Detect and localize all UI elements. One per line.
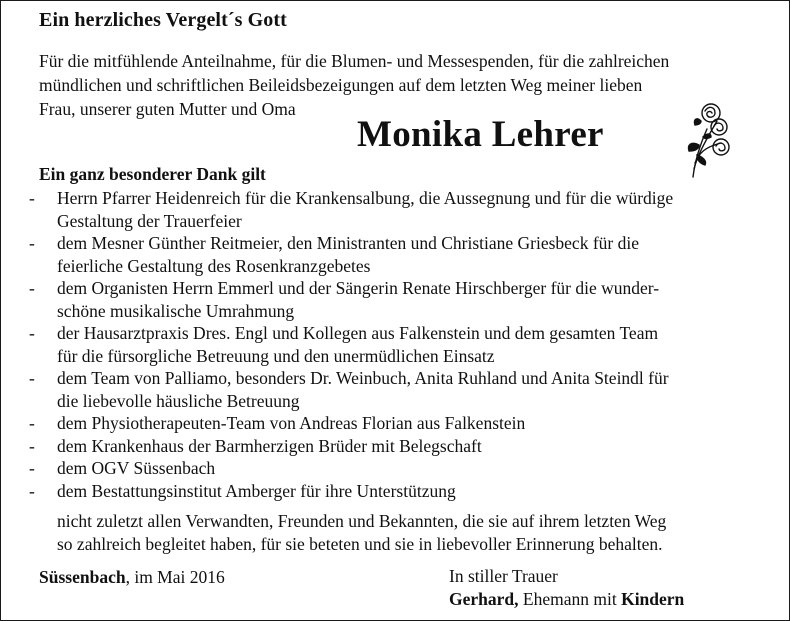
signature-line2	[449, 588, 684, 611]
list-item-line: dem Physiotherapeuten-Team von Andreas Florian aus Falkenstein	[57, 413, 526, 433]
list-item-line: dem Team von Palliamo, besonders Dr. Weinbuch, Anita Ruhland und Anita Steindl für	[57, 368, 669, 388]
place-town: Süssenbach	[39, 567, 126, 587]
thanks-list	[29, 187, 779, 502]
list-item-line: feierliche Gestaltung des Rosenkranzgebetes	[57, 255, 371, 276]
list-item	[29, 367, 779, 412]
signature	[449, 565, 684, 610]
signature-relation: Ehemann mit	[518, 588, 622, 609]
list-item	[29, 480, 779, 503]
intro-text	[39, 49, 779, 121]
dash-bullet: -	[29, 233, 35, 253]
list-item-line: dem Organisten Herrn Emmerl und der Sängerin Renate Hirschberger für die wunder-	[57, 278, 660, 298]
dash-bullet: -	[29, 278, 35, 298]
list-item	[29, 322, 779, 367]
closing-line: so zahlreich begleitet haben, für sie beteten und sie in liebevoller Erinnerung behalten.	[57, 533, 663, 554]
list-item	[29, 232, 779, 277]
list-item-line: für die fürsorgliche Betreuung und den unermüdlichen Einsatz	[57, 345, 495, 366]
signature-name: Gerhard,	[449, 588, 519, 609]
list-item-line: Herrn Pfarrer Heidenreich für die Krankensalbung, die Aussegnung und für die würdige	[57, 188, 674, 208]
list-item-line: dem Bestattungsinstitut Amberger für ihre Unterstützung	[57, 480, 456, 501]
list-item-line: der Hausarztpraxis Dres. Engl und Kollegen aus Falkenstein und dem gesamten Team	[57, 323, 659, 343]
list-item-line: dem OGV Süssenbach	[57, 458, 216, 478]
dash-bullet: -	[29, 480, 35, 501]
dash-bullet: -	[29, 188, 35, 208]
list-item-line: dem Mesner Günther Reitmeier, den Ministranten und Christiane Griesbeck für die	[57, 233, 639, 253]
closing-line: nicht zuletzt allen Verwandten, Freunden und Bekannten, die sie auf ihrem letzten Weg	[57, 511, 667, 531]
place-date-text: , im Mai 2016	[125, 567, 225, 587]
intro-line: Frau, unserer guten Mutter und Oma	[39, 99, 296, 119]
dash-bullet: -	[29, 435, 35, 456]
dash-bullet: -	[29, 458, 35, 478]
signature-children: Kindern	[621, 588, 685, 609]
deceased-name: Monika Lehrer	[357, 114, 604, 155]
list-item	[29, 187, 779, 232]
dash-bullet: -	[29, 413, 35, 433]
list-item-line: dem Krankenhaus der Barmherzigen Brüder mit Belegschaft	[57, 435, 482, 456]
list-item-line: die liebevolle häusliche Betreuung	[57, 390, 300, 411]
list-item	[29, 277, 779, 322]
signature-line1: In stiller Trauer	[449, 566, 558, 586]
heading: Ein herzliches Vergelt´s Gott	[39, 9, 287, 31]
intro-line: mündlichen und schriftlichen Beileidsbezeigungen auf dem letzten Weg meiner lieben	[39, 75, 643, 95]
dash-bullet: -	[29, 323, 35, 343]
closing-text	[57, 510, 777, 555]
rose-icon	[673, 99, 733, 179]
intro-line: Für die mitfühlende Anteilnahme, für die Blumen- und Messespenden, für die zahlreichen	[39, 51, 670, 71]
place-date	[39, 567, 225, 588]
list-item	[29, 457, 779, 480]
thanks-title: Ein ganz besonderer Dank gilt	[39, 164, 266, 184]
list-item-line: Gestaltung der Trauerfeier	[57, 210, 242, 231]
dash-bullet: -	[29, 368, 35, 388]
list-item-line: schöne musikalische Umrahmung	[57, 300, 295, 321]
list-item	[29, 435, 779, 458]
list-item	[29, 412, 779, 435]
